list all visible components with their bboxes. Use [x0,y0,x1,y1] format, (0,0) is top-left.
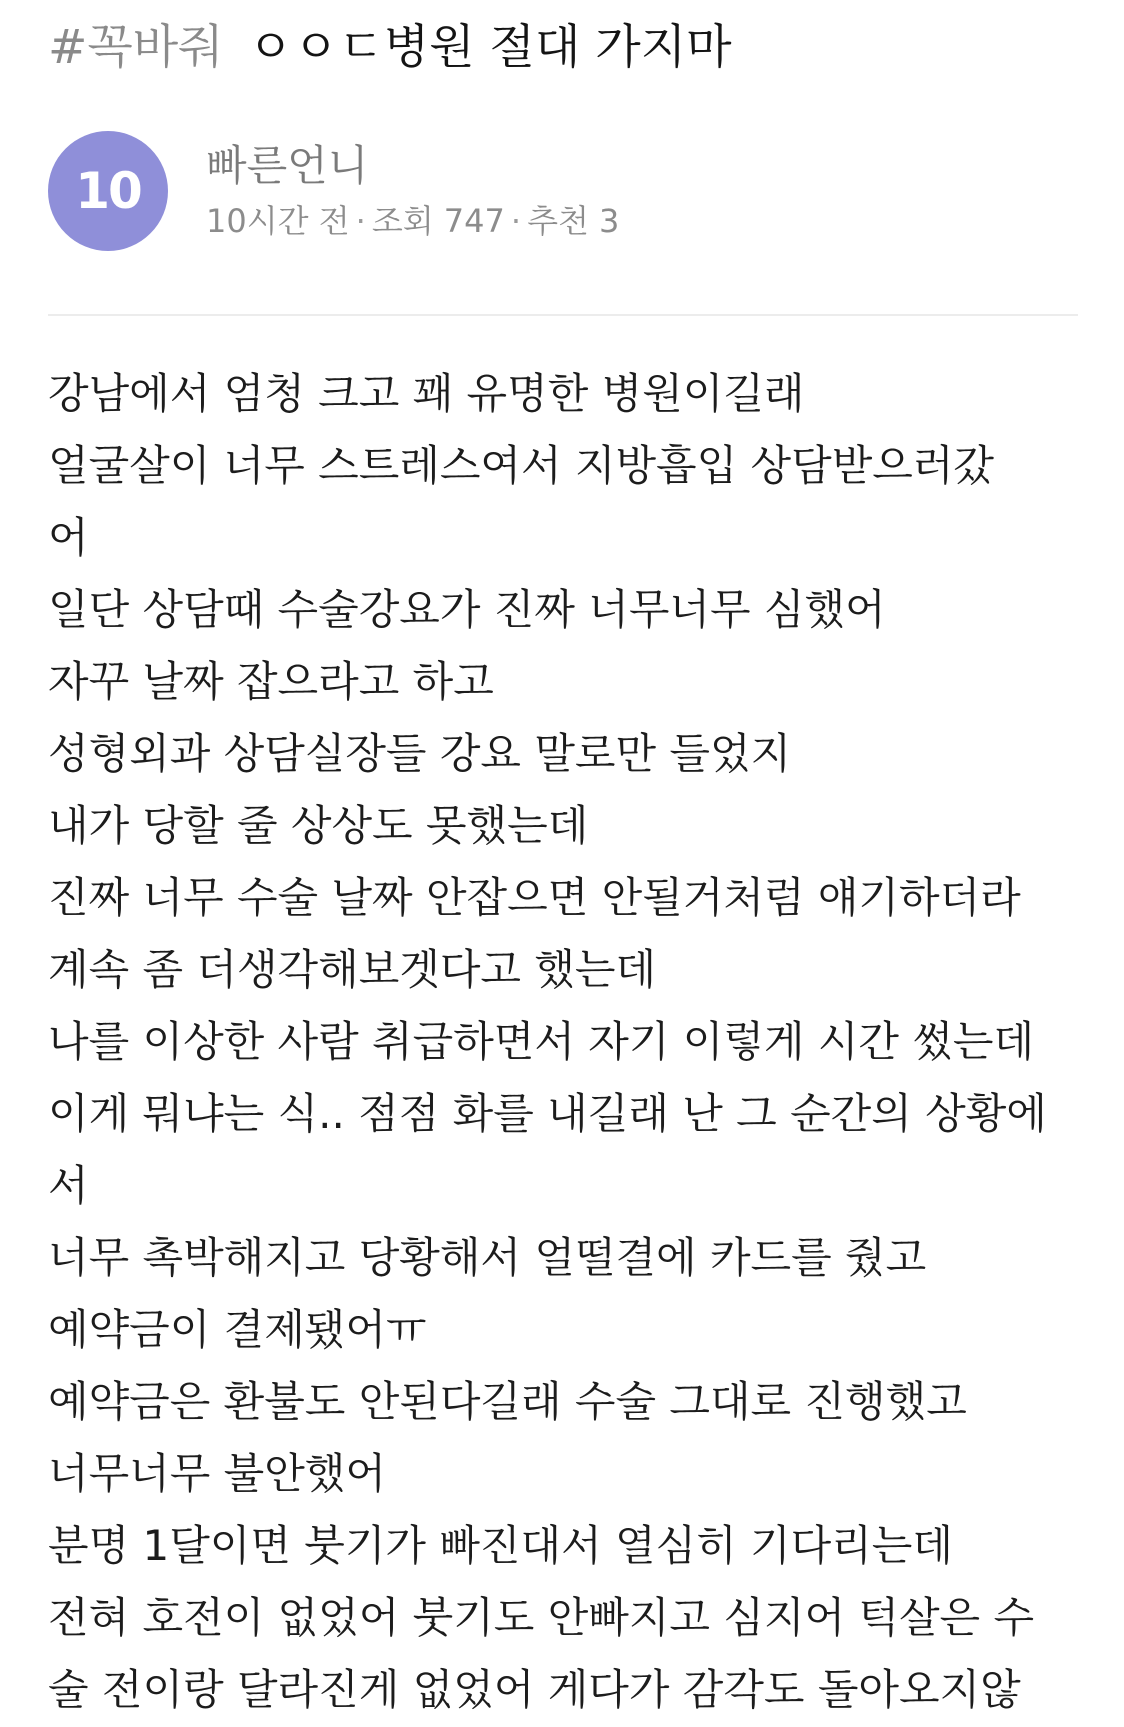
post-body-line: 분명 1달이면 붓기가 빠진대서 열심히 기다리는데 [48,1521,953,1570]
post-body-line: 너무너무 불안했어 [48,1449,386,1498]
post-body-line: 일단 상담때 수술강요가 진짜 너무너무 심했어 [48,585,886,634]
post-body-line: 전혀 호전이 없었어 붓기도 안빠지고 심지어 턱살은 수 [48,1593,1035,1642]
post-body-line: 예약금이 결제됐어ㅠ [48,1305,427,1354]
author-info [206,142,619,241]
post-body-line: 너무 촉박해지고 당황해서 얼떨결에 카드를 줬고 [48,1233,927,1282]
post-time: 10시간 전 [206,201,350,240]
author-name[interactable]: 빠른언니 [206,140,369,190]
post-body-line: 강남에서 엄청 크고 꽤 유명한 병원이길래 [48,369,805,418]
post-category-tag[interactable]: #꼭바줘 [48,19,224,75]
post-title: ㅇㅇㄷ병원 절대 가지마 [247,19,732,75]
meta-separator: · [355,201,366,240]
post-body-line: 계속 좀 더생각해보겟다고 했는데 [48,945,657,994]
post-body-line: 예약금은 환불도 안된다길래 수술 그대로 진행했고 [48,1377,967,1426]
post-body-line: 진짜 너무 수술 날짜 안잡으면 안될거처럼 얘기하더라 [48,873,1021,922]
post-body-line: 내가 당할 줄 상상도 못했는데 [48,801,589,850]
author-row [48,130,619,252]
post-body-line: 나를 이상한 사람 취급하면서 자기 이렇게 시간 썼는데 [48,1017,1035,1066]
post-body-line: 자꾸 날짜 잡으라고 하고 [48,657,494,706]
avatar[interactable] [48,131,168,251]
post-body-line: 이게 뭐냐는 식.. 점점 화를 내길래 난 그 순간의 상황에 [48,1089,1047,1138]
post-body-line: 성형외과 상담실장들 강요 말로만 들었지 [48,729,792,778]
post-body [48,358,1088,1726]
post-meta [206,202,619,240]
post-body-line: 서 [48,1161,89,1210]
header-divider [48,314,1078,316]
post-title-row [48,6,732,80]
post-body-line: 어 [48,513,89,562]
post-likes: 추천 3 [527,201,620,240]
post-views: 조회 747 [371,201,505,240]
post-body-line: 얼굴살이 너무 스트레스여서 지방흡입 상담받으러갔 [48,441,994,490]
meta-separator: · [510,201,522,240]
post-body-line: 술 전이랑 달라진게 없었어 게다가 감각도 돌아오지않 [48,1665,1021,1714]
avatar-level-text: 10 [75,162,141,220]
